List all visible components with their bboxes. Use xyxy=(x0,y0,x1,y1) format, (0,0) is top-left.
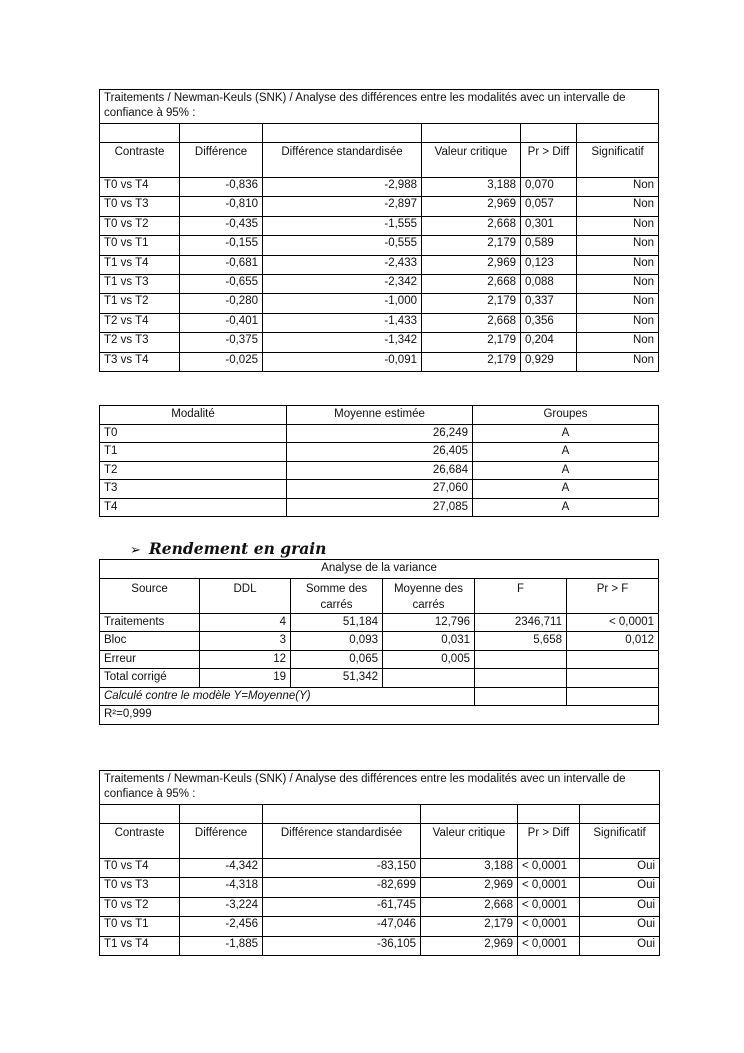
table-cell: 26,684 xyxy=(287,461,473,480)
table-cell: 0,337 xyxy=(521,294,577,313)
table-cell: 0,070 xyxy=(521,178,577,197)
table-cell: Non xyxy=(577,197,659,216)
table-cell: Bloc xyxy=(100,632,200,651)
table-cell: 2,179 xyxy=(421,917,518,936)
table-row xyxy=(100,333,659,352)
table-cell: Non xyxy=(577,313,659,332)
table-cell: 2,969 xyxy=(421,936,518,955)
table-row xyxy=(100,424,659,443)
model-note-row xyxy=(100,687,659,706)
column-header-significatif: Significatif xyxy=(577,143,659,178)
table-cell: -3,224 xyxy=(180,897,263,916)
column-header-valeur-critique: Valeur critique xyxy=(422,143,521,178)
table-cell: 19 xyxy=(200,669,291,688)
column-header-difference: Différence xyxy=(180,143,263,178)
table-cell: T2 xyxy=(100,461,287,480)
table-cell: T3 xyxy=(100,480,287,499)
table-cell: 3,188 xyxy=(421,859,518,878)
table-title-row xyxy=(100,90,659,124)
column-header-modalite: Modalité xyxy=(100,406,287,425)
table-cell xyxy=(475,669,567,688)
table-cell: 3,188 xyxy=(422,178,521,197)
table-cell: Erreur xyxy=(100,650,200,669)
header-row xyxy=(100,824,660,859)
table-cell: Non xyxy=(577,294,659,313)
column-header-contraste: Contraste xyxy=(100,824,180,859)
table-cell: T0 vs T3 xyxy=(100,197,180,216)
table-cell: -61,745 xyxy=(263,897,421,916)
table-cell: -0,555 xyxy=(263,236,422,255)
table-cell: 2,668 xyxy=(422,313,521,332)
table-cell: 2,969 xyxy=(422,255,521,274)
table-cell: 2,179 xyxy=(422,333,521,352)
column-header-ddl: DDL xyxy=(200,578,291,613)
table-cell: T2 vs T3 xyxy=(100,333,180,352)
table-cell: Oui xyxy=(580,878,660,897)
table-row xyxy=(100,613,659,632)
table-cell: 0,093 xyxy=(291,632,383,651)
column-header-diff-standardisee: Différence standardisée xyxy=(263,143,422,178)
table-cell: Non xyxy=(577,274,659,293)
table-cell: -0,375 xyxy=(180,333,263,352)
table-cell: T0 vs T2 xyxy=(100,216,180,235)
table-cell: 0,065 xyxy=(291,650,383,669)
table-cell: < 0,0001 xyxy=(518,917,580,936)
section-heading-text: Rendement en grain xyxy=(148,539,327,558)
table-cell: < 0,0001 xyxy=(518,897,580,916)
table-cell: -4,318 xyxy=(180,878,263,897)
table-cell: -0,655 xyxy=(180,274,263,293)
table-cell: -1,885 xyxy=(180,936,263,955)
table-cell: Oui xyxy=(580,936,660,955)
header-row xyxy=(100,406,659,425)
table-cell: 0,057 xyxy=(521,197,577,216)
table-cell: -1,555 xyxy=(263,216,422,235)
table-title-row xyxy=(100,771,660,805)
table-cell: T0 vs T1 xyxy=(100,917,180,936)
table-cell: < 0,0001 xyxy=(567,613,659,632)
table-cell: -2,433 xyxy=(263,255,422,274)
table-cell: 12 xyxy=(200,650,291,669)
anova-table xyxy=(99,559,659,725)
table-cell: -4,342 xyxy=(180,859,263,878)
column-header-pr-diff: Pr > Diff xyxy=(521,143,577,178)
table-cell: 0,204 xyxy=(521,333,577,352)
table-cell: A xyxy=(473,424,659,443)
table-cell: -0,681 xyxy=(180,255,263,274)
table-title: Traitements / Newman-Keuls (SNK) / Analyse des différences entre les modalités avec un intervalle de confiance à 95% : xyxy=(100,771,660,805)
table-cell: 51,342 xyxy=(291,669,383,688)
table-row xyxy=(100,294,659,313)
table-cell: 0,356 xyxy=(521,313,577,332)
table-row xyxy=(100,480,659,499)
table-row xyxy=(100,313,659,332)
table-row xyxy=(100,878,660,897)
table-cell: T1 vs T3 xyxy=(100,274,180,293)
table-cell: T1 xyxy=(100,443,287,462)
table-cell: A xyxy=(473,480,659,499)
table-row xyxy=(100,897,660,916)
table-cell: T4 xyxy=(100,498,287,517)
table-cell xyxy=(567,669,659,688)
table-cell: -0,836 xyxy=(180,178,263,197)
table-cell: Traitements xyxy=(100,613,200,632)
table-cell: 2,179 xyxy=(422,352,521,371)
table-cell: 0,012 xyxy=(567,632,659,651)
table-row xyxy=(100,197,659,216)
table-row xyxy=(100,859,660,878)
table-cell xyxy=(475,650,567,669)
table-cell: -1,000 xyxy=(263,294,422,313)
table-cell: -0,280 xyxy=(180,294,263,313)
section-heading xyxy=(130,539,326,558)
snk-table-1 xyxy=(99,89,659,372)
table-row xyxy=(100,274,659,293)
table-cell: -2,897 xyxy=(263,197,422,216)
table-cell: 2,668 xyxy=(422,216,521,235)
table-cell: 0,123 xyxy=(521,255,577,274)
table-cell: T3 vs T4 xyxy=(100,352,180,371)
table-cell: 26,249 xyxy=(287,424,473,443)
table-cell: 0,929 xyxy=(521,352,577,371)
table-cell: -2,342 xyxy=(263,274,422,293)
table-cell: 2,969 xyxy=(422,197,521,216)
column-header-source: Source xyxy=(100,578,200,613)
table-cell: -0,025 xyxy=(180,352,263,371)
table-cell: T0 vs T4 xyxy=(100,859,180,878)
table-cell: 2346,711 xyxy=(475,613,567,632)
table-cell xyxy=(383,669,475,688)
table-cell: < 0,0001 xyxy=(518,878,580,897)
r-squared-row xyxy=(100,706,659,725)
table-cell: T1 vs T4 xyxy=(100,255,180,274)
table-cell: 27,060 xyxy=(287,480,473,499)
table-row xyxy=(100,461,659,480)
table-cell: 2,668 xyxy=(422,274,521,293)
header-row xyxy=(100,143,659,178)
table-cell: 27,085 xyxy=(287,498,473,517)
column-header-difference: Différence xyxy=(180,824,263,859)
table-cell: -47,046 xyxy=(263,917,421,936)
table-title: Traitements / Newman-Keuls (SNK) / Analyse des différences entre les modalités avec un intervalle de confiance à 95% : xyxy=(100,90,659,124)
table-cell: 0,589 xyxy=(521,236,577,255)
table-row xyxy=(100,498,659,517)
table-cell: Non xyxy=(577,216,659,235)
column-header-moyenne-estimee: Moyenne estimée xyxy=(287,406,473,425)
arrow-bullet-icon: ➢ xyxy=(130,543,141,558)
table-cell: 2,668 xyxy=(421,897,518,916)
table-row xyxy=(100,236,659,255)
table-cell: 4 xyxy=(200,613,291,632)
column-header-pr-diff: Pr > Diff xyxy=(518,824,580,859)
column-header-valeur-critique: Valeur critique xyxy=(421,824,518,859)
table-cell: 2,179 xyxy=(422,236,521,255)
table-cell: Non xyxy=(577,178,659,197)
table-row xyxy=(100,936,660,955)
table-row xyxy=(100,632,659,651)
column-header-f: F xyxy=(475,578,567,613)
table-row xyxy=(100,352,659,371)
table-cell: 3 xyxy=(200,632,291,651)
table-cell: < 0,0001 xyxy=(518,936,580,955)
snk-table-2 xyxy=(99,770,660,956)
table-title-row xyxy=(100,560,659,579)
table-cell: T0 vs T4 xyxy=(100,178,180,197)
table-cell: 0,301 xyxy=(521,216,577,235)
table-row xyxy=(100,443,659,462)
table-cell: < 0,0001 xyxy=(518,859,580,878)
table-cell: Total corrigé xyxy=(100,669,200,688)
table-cell: -0,435 xyxy=(180,216,263,235)
table-cell: -1,342 xyxy=(263,333,422,352)
header-row xyxy=(100,578,659,613)
table-cell: -2,988 xyxy=(263,178,422,197)
table-cell: A xyxy=(473,498,659,517)
table-cell: -0,401 xyxy=(180,313,263,332)
table-row xyxy=(100,917,660,936)
column-header-diff-standardisee: Différence standardisée xyxy=(263,824,421,859)
column-header-somme-carres: Somme des carrés xyxy=(291,578,383,613)
r-squared-value: R²=0,999 xyxy=(100,706,659,725)
column-header-pr-f: Pr > F xyxy=(567,578,659,613)
table-cell: 5,658 xyxy=(475,632,567,651)
table-cell: -1,433 xyxy=(263,313,422,332)
table-cell: -36,105 xyxy=(263,936,421,955)
table-cell: Oui xyxy=(580,917,660,936)
table-title: Analyse de la variance xyxy=(100,560,659,579)
table-cell: -2,456 xyxy=(180,917,263,936)
table-cell: 2,179 xyxy=(422,294,521,313)
means-table xyxy=(99,405,659,517)
table-cell: A xyxy=(473,443,659,462)
table-cell: T1 vs T2 xyxy=(100,294,180,313)
table-cell: Non xyxy=(577,352,659,371)
table-cell: 26,405 xyxy=(287,443,473,462)
column-header-significatif: Significatif xyxy=(580,824,660,859)
table-cell: Non xyxy=(577,333,659,352)
table-cell: T0 xyxy=(100,424,287,443)
table-cell: -0,810 xyxy=(180,197,263,216)
column-header-moyenne-carres: Moyenne des carrés xyxy=(383,578,475,613)
table-cell: -82,699 xyxy=(263,878,421,897)
table-cell: 0,005 xyxy=(383,650,475,669)
column-header-groupes: Groupes xyxy=(473,406,659,425)
table-cell: -83,150 xyxy=(263,859,421,878)
table-cell: Oui xyxy=(580,859,660,878)
table-cell: Non xyxy=(577,236,659,255)
table-row xyxy=(100,669,659,688)
table-cell: A xyxy=(473,461,659,480)
empty-row xyxy=(100,805,660,824)
table-cell: 51,184 xyxy=(291,613,383,632)
model-note: Calculé contre le modèle Y=Moyenne(Y) xyxy=(100,687,475,706)
table-row xyxy=(100,216,659,235)
table-cell: T0 vs T3 xyxy=(100,878,180,897)
table-row xyxy=(100,650,659,669)
table-cell: -0,155 xyxy=(180,236,263,255)
table-cell: 0,031 xyxy=(383,632,475,651)
table-cell: Oui xyxy=(580,897,660,916)
table-cell: 2,969 xyxy=(421,878,518,897)
table-cell: T0 vs T2 xyxy=(100,897,180,916)
empty-row xyxy=(100,124,659,143)
table-cell: T2 vs T4 xyxy=(100,313,180,332)
table-cell: T1 vs T4 xyxy=(100,936,180,955)
table-cell: -0,091 xyxy=(263,352,422,371)
table-cell: Non xyxy=(577,255,659,274)
column-header-contraste: Contraste xyxy=(100,143,180,178)
table-cell: 12,796 xyxy=(383,613,475,632)
table-cell: 0,088 xyxy=(521,274,577,293)
table-row xyxy=(100,178,659,197)
table-cell xyxy=(567,650,659,669)
table-row xyxy=(100,255,659,274)
table-cell: T0 vs T1 xyxy=(100,236,180,255)
